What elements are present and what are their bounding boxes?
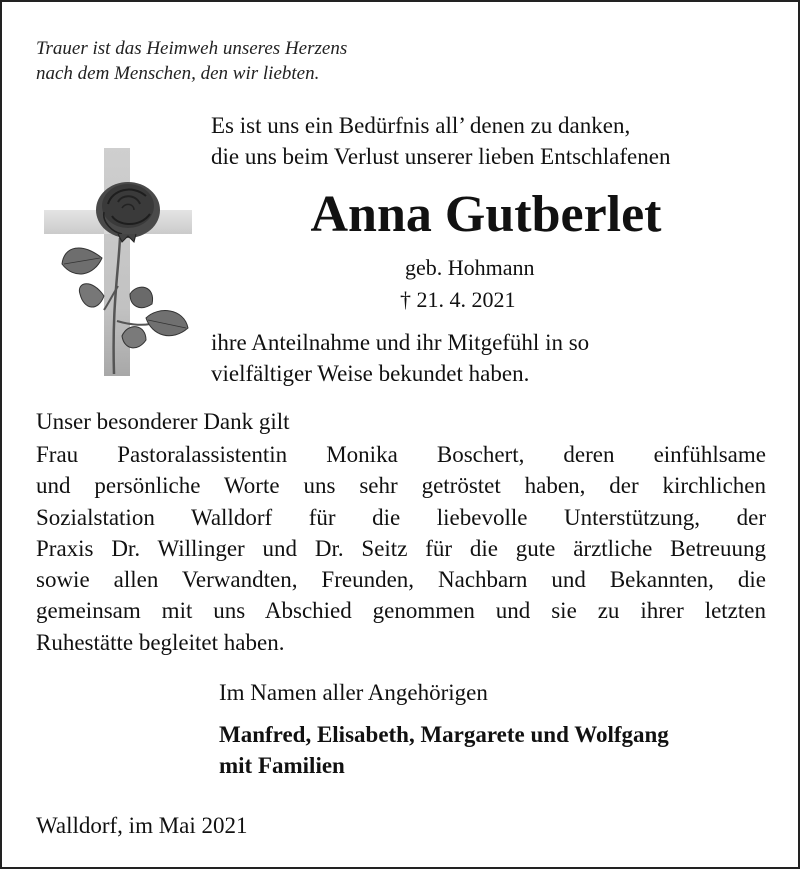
intro-text <box>211 110 670 172</box>
intro-line: die uns beim Verlust unserer lieben Entschlafenen <box>211 144 671 169</box>
thanks-line: und persönliche Worte uns sehr getröstet haben, der kirchlichen <box>36 473 766 499</box>
thanks-line: gemeinsam mit uns Abschied genommen und sie zu ihrer letzten <box>36 598 766 624</box>
signoff-label: Im Namen aller Angehörigen <box>219 680 488 705</box>
thanks-line: Ruhestätte begleitet haben. <box>36 629 285 655</box>
intro-line: Es ist uns ein Bedürfnis all’ denen zu danken, <box>211 113 631 138</box>
leaf-icon <box>79 284 104 307</box>
thanks-heading: Unser besonderer Dank gilt <box>36 409 290 434</box>
thanks-body <box>36 439 766 658</box>
family-names-line: Manfred, Elisabeth, Margarete und Wolfgang <box>219 722 669 747</box>
place-date: Walldorf, im Mai 2021 <box>36 813 248 838</box>
deceased-name: Anna Gutberlet <box>310 186 662 243</box>
motto-line: nach dem Menschen, den wir liebten. <box>36 63 320 84</box>
motto-line: Trauer ist das Heimweh unseres Herzens <box>36 38 348 59</box>
motto <box>36 36 347 86</box>
death-date: † 21. 4. 2021 <box>400 287 516 312</box>
leaf-icon <box>146 311 188 336</box>
sympathy-line: ihre Anteilnahme und ihr Mitgefühl in so <box>211 330 590 355</box>
cross-with-rose-icon <box>42 146 194 378</box>
thanks-line: Praxis Dr. Willinger und Dr. Seitz für die gute ärztliche Betreuung <box>36 535 766 561</box>
thanks-line: sowie allen Verwandten, Freunden, Nachbarn und Bekannten, die <box>36 567 766 593</box>
thanks-line: Sozialstation Walldorf für die liebevolle Unterstützung, der <box>36 504 766 530</box>
birth-name: geb. Hohmann <box>405 255 535 280</box>
leaf-icon <box>130 287 153 308</box>
sympathy-line: vielfältiger Weise bekundet haben. <box>211 361 530 386</box>
thanks-line: Frau Pastoralassistentin Monika Boschert, deren einfühlsame <box>36 442 766 467</box>
family-names <box>219 719 669 781</box>
family-names-line: mit Familien <box>219 753 345 778</box>
sympathy-text <box>211 327 589 389</box>
